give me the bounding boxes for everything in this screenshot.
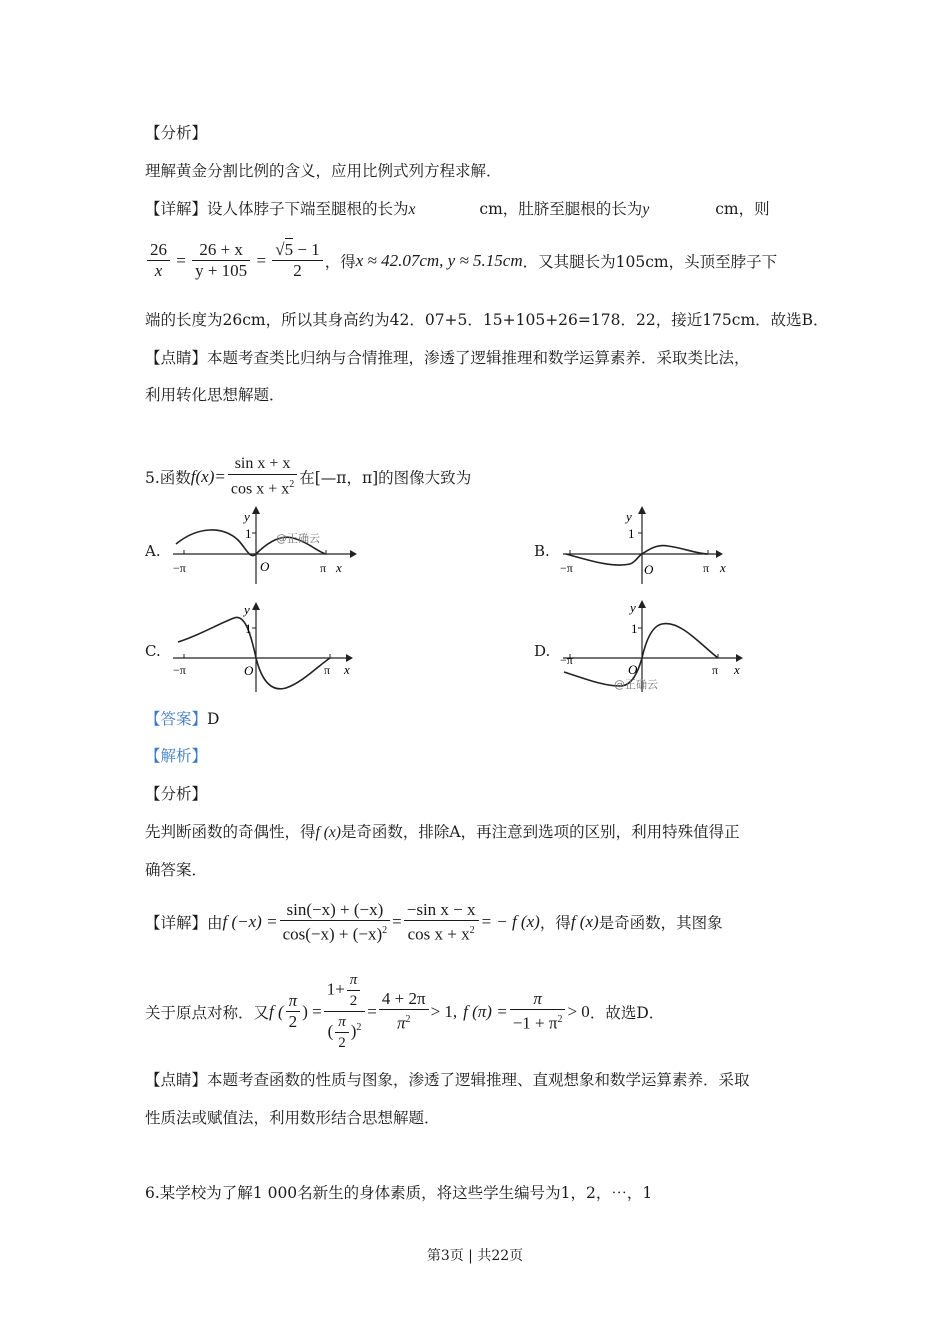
analysis-line-2b: 确答案． bbox=[145, 861, 208, 879]
comment-line-2: 利用转化思想解题． bbox=[145, 386, 285, 404]
jiexi-label: 【解析】 bbox=[145, 747, 208, 765]
comment-line-1: 【点睛】本题考查类比归纳与合情推理，渗透了逻辑推理和数学运算素养．采取类比法， bbox=[145, 349, 750, 367]
y-label: y bbox=[626, 509, 632, 524]
comment-2-line-1: 【点睛】本题考查函数的性质与图象，渗透了逻辑推理、直观想象和数学运算素养．采取 bbox=[145, 1071, 750, 1089]
analysis-line-2a: 先判断函数的奇偶性，得f (x)是奇函数，排除A，再注意到选项的区别，利用特殊值得正 bbox=[145, 823, 740, 841]
origin-label: O bbox=[260, 559, 270, 574]
analysis-header-2: 【分析】 bbox=[145, 785, 208, 803]
option-b-label[interactable]: B. bbox=[534, 542, 550, 560]
tick-one: 1 bbox=[245, 526, 252, 541]
special-value-check: 关于原点对称．又 f ( $\frac{\pi}{2}$ ) = 1+ $\frac{\pi}{2}$ ( $\frac{\pi}{2}$ )$^2$ = $\frac{4 + 2\pi}{\pi^2}$ > 1, f (π) = $\frac{\pi}{-1 + \pi^2}$ > 0 ．故选D． bbox=[145, 972, 665, 1051]
option-c-label[interactable]: C. bbox=[145, 642, 161, 660]
pi-label: π bbox=[703, 561, 710, 575]
y-label: y bbox=[244, 602, 250, 617]
page-footer: 第3页 | 共22页 bbox=[426, 1248, 524, 1264]
watermark: @正确云 bbox=[276, 532, 320, 545]
origin-label: O bbox=[628, 662, 638, 677]
detail-line-3: 端的长度为26cm，所以其身高约为42．07+5．15+105+26=178．22，接近175cm．故选B． bbox=[145, 311, 829, 329]
x-label: x bbox=[734, 662, 740, 677]
x-label: x bbox=[720, 560, 726, 575]
answer-value: D bbox=[207, 710, 220, 728]
neg-pi-label: −π bbox=[173, 663, 186, 677]
answer-label: 【答案】 bbox=[145, 710, 208, 728]
option-d-graph[interactable] bbox=[558, 598, 753, 695]
golden-ratio-equation: $\frac{26}{x}$ = $\frac{26 + x}{y + 105}$ = $\frac{√5 - 1}{2}$ ，得 x ≈ 42.07cm, y ≈ 5.15cm ．又其腿长为105cm，头顶至脖子下 bbox=[145, 240, 777, 281]
x-label: x bbox=[344, 662, 350, 677]
option-a-label[interactable]: A. bbox=[145, 542, 161, 560]
analysis-header-1: 【分析】 bbox=[145, 124, 208, 142]
option-b-graph[interactable] bbox=[558, 504, 748, 586]
y-label: y bbox=[630, 600, 636, 615]
pi-label: π bbox=[324, 663, 331, 677]
option-a-graph[interactable] bbox=[168, 504, 358, 586]
neg-pi-label: −π bbox=[560, 561, 573, 575]
origin-label: O bbox=[244, 663, 254, 678]
watermark: @正确云 bbox=[614, 678, 658, 691]
x-label: x bbox=[336, 560, 342, 575]
origin-label: O bbox=[644, 562, 654, 577]
detail-line-1: 【详解】设人体脖子下端至腿根的长为x cm，肚脐至腿根的长为y cm，则 bbox=[145, 200, 770, 218]
answer-line bbox=[145, 708, 219, 730]
detail-label-1: 【详解】 bbox=[145, 200, 208, 218]
tick-one: 1 bbox=[245, 621, 252, 636]
question-6: 6.某学校为了解1 000名新生的身体素质，将这些学生编号为1，2，⋯，1 bbox=[145, 1184, 653, 1202]
analysis-text-1: 理解黄金分割比例的含义，应用比例式列方程求解． bbox=[145, 162, 502, 180]
option-c-graph[interactable] bbox=[168, 600, 358, 695]
pi-label: π bbox=[320, 561, 327, 575]
tick-one: 1 bbox=[628, 526, 635, 541]
tick-one: 1 bbox=[631, 621, 638, 636]
neg-pi-label: −π bbox=[560, 653, 573, 667]
pi-label: π bbox=[712, 663, 719, 677]
question-5: 5.函数 f(x)= $\frac{\text{sin x + x}}{\cos x + x^2}$ 在[—π，π]的图像大致为 bbox=[145, 455, 472, 498]
y-label: y bbox=[244, 509, 250, 524]
neg-pi-label: −π bbox=[173, 561, 186, 575]
option-d-label[interactable]: D. bbox=[534, 642, 551, 660]
comment-2-line-2: 性质法或赋值法，利用数形结合思想解题． bbox=[145, 1109, 440, 1127]
odd-function-derivation: 【详解】 由 f (−x) = $\frac{\sin(-x) + (-x)}{\cos(-x) + (-x)^2}$ = $\frac{\text{−sin x − x}}{\cos x + x^2}$ = − f (x) ，得 f (x) 是奇函数，其图象 bbox=[145, 900, 723, 944]
